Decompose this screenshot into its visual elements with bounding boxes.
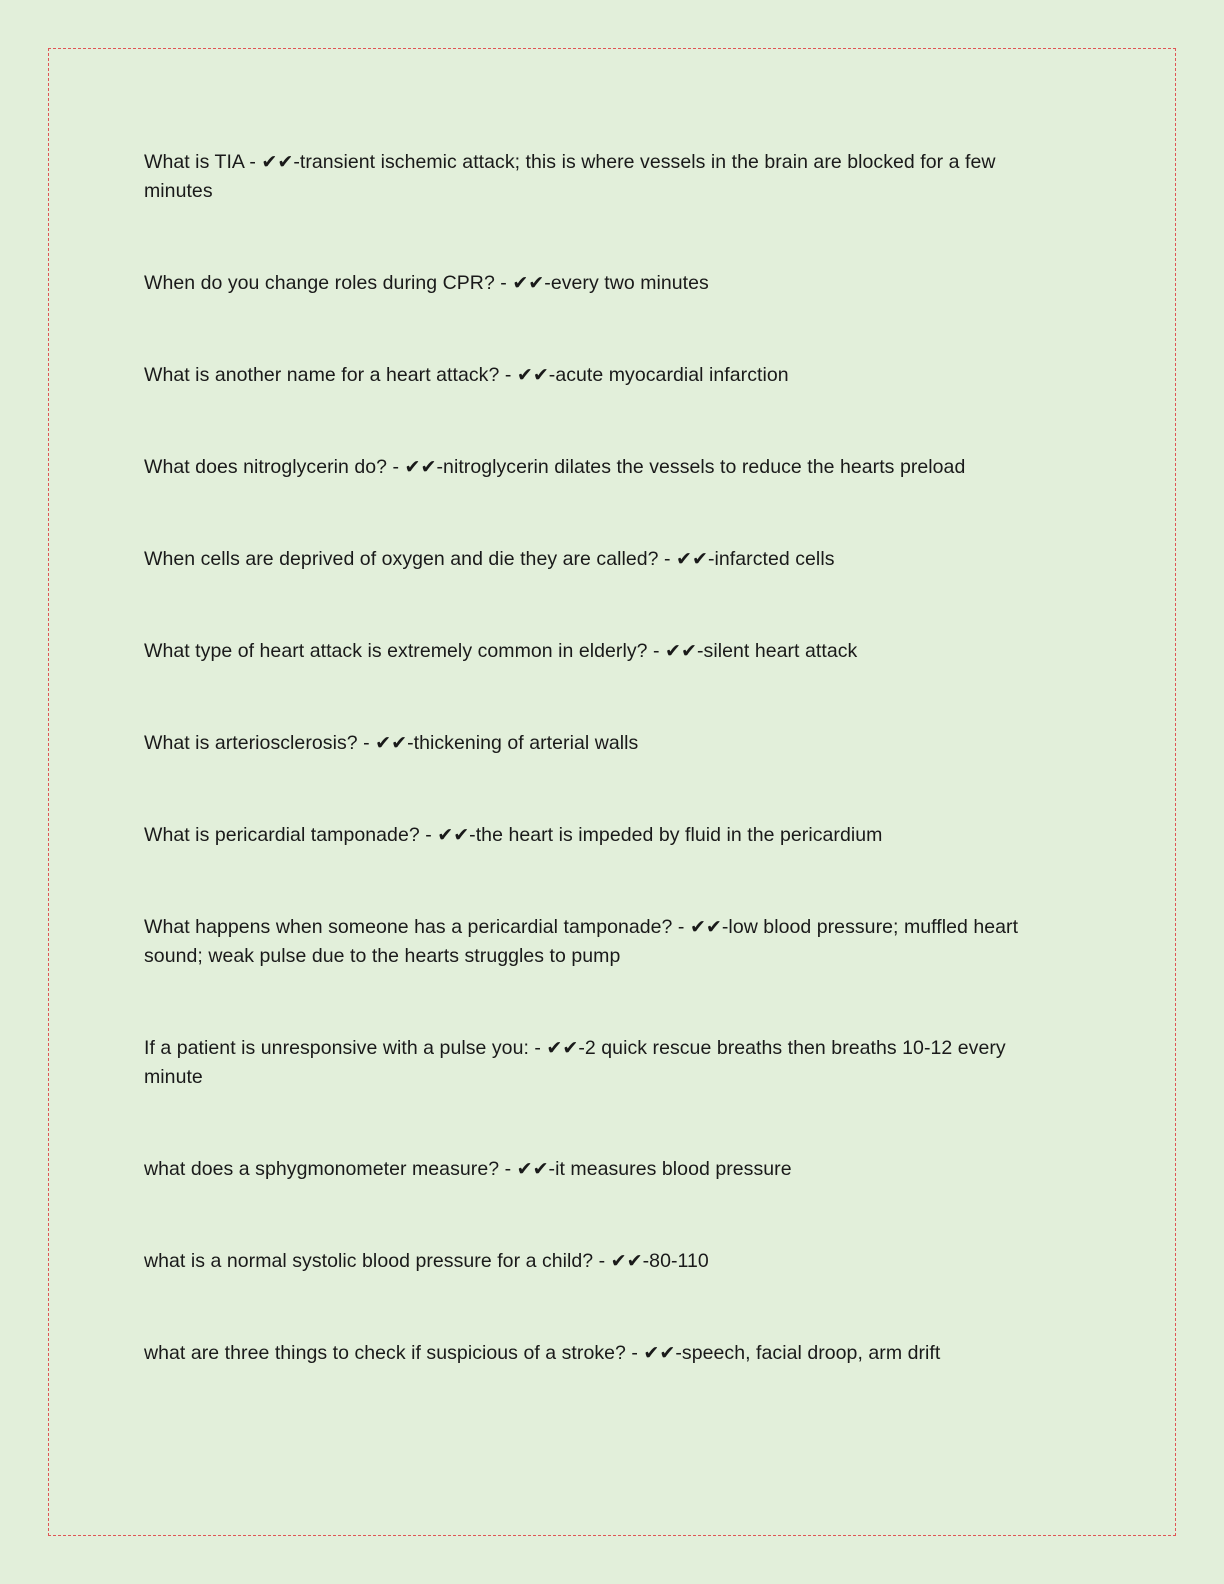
double-check-icon: ✔✔ [516, 1158, 549, 1180]
qa-item [144, 545, 1064, 574]
double-check-icon: ✔✔ [665, 640, 697, 662]
double-check-icon: ✔✔ [375, 732, 408, 754]
qa-item [144, 453, 1064, 482]
question-text: What is another name for a heart attack? - [144, 364, 517, 386]
answer-text: -transient ischemic attack; this is where vessels in the brain are blocked for a few minutes [144, 151, 996, 202]
answer-text: -acute myocardial infarction [548, 364, 789, 386]
question-text: When cells are deprived of oxygen and die they are called? - [144, 548, 677, 570]
qa-item [144, 821, 1064, 850]
qa-item [144, 1155, 1064, 1184]
double-check-icon: ✔✔ [404, 456, 437, 478]
qa-item [144, 361, 1064, 390]
double-check-icon: ✔✔ [546, 1037, 579, 1059]
double-check-icon: ✔✔ [610, 1250, 643, 1272]
question-text: When do you change roles during CPR? - [144, 272, 513, 294]
double-check-icon: ✔✔ [689, 916, 722, 938]
answer-text: -thickening of arterial walls [407, 732, 639, 754]
qa-item [144, 148, 1064, 206]
answer-text: -80-110 [642, 1250, 709, 1272]
question-text: What happens when someone has a pericardial tamponade? - [144, 916, 690, 938]
question-text: What is TIA - [144, 151, 262, 173]
question-text: what is a normal systolic blood pressure for a child? - [144, 1250, 611, 1272]
qa-item [144, 913, 1064, 971]
qa-item [144, 1034, 1064, 1092]
qa-item [144, 1247, 1064, 1276]
question-text: What type of heart attack is extremely common in elderly? - [144, 640, 666, 662]
answer-text: -infarcted cells [707, 548, 835, 570]
question-text: What does nitroglycerin do? - [144, 456, 405, 478]
question-text: what are three things to check if suspicious of a stroke? - [144, 1342, 644, 1364]
answer-text: -it measures blood pressure [548, 1158, 792, 1180]
double-check-icon: ✔✔ [437, 824, 470, 846]
answer-text: -2 quick rescue breaths then breaths 10-12 every minute [144, 1037, 1006, 1088]
double-check-icon: ✔✔ [676, 548, 708, 570]
double-check-icon: ✔✔ [643, 1342, 676, 1364]
qa-item [144, 1339, 1064, 1368]
question-text: what does a sphygmonometer measure? - [144, 1158, 517, 1180]
qa-list [144, 148, 1064, 1431]
answer-text: -the heart is impeded by fluid in the pericardium [469, 824, 883, 846]
answer-text: -silent heart attack [697, 640, 858, 662]
question-text: What is pericardial tamponade? - [144, 824, 438, 846]
question-text: What is arteriosclerosis? - [144, 732, 376, 754]
double-check-icon: ✔✔ [261, 151, 294, 173]
answer-text: -speech, facial droop, arm drift [675, 1342, 941, 1364]
answer-text: -nitroglycerin dilates the vessels to reduce the hearts preload [436, 456, 966, 478]
qa-item [144, 729, 1064, 758]
question-text: If a patient is unresponsive with a pulse you: - [144, 1037, 547, 1059]
qa-item [144, 269, 1064, 298]
answer-text: -low blood pressure; muffled heart sound; weak pulse due to the hearts struggles to pump [144, 916, 1019, 967]
double-check-icon: ✔✔ [516, 364, 549, 386]
qa-item [144, 637, 1064, 666]
double-check-icon: ✔✔ [512, 272, 545, 294]
answer-text: -every two minutes [544, 272, 709, 294]
